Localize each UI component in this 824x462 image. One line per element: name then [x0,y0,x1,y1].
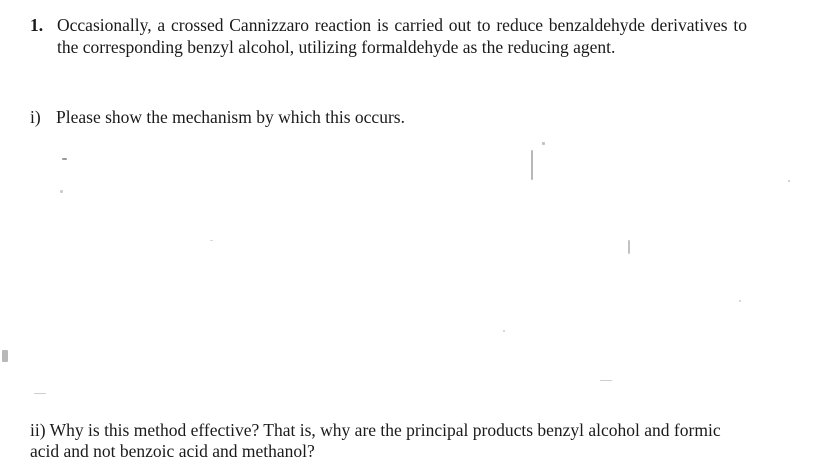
part-ii-prompt [30,420,750,462]
scan-speck [739,300,741,302]
scan-speck [531,150,533,180]
scan-speck [34,393,46,394]
part-ii-label: ii) [30,420,46,440]
part-i-prompt [30,106,405,128]
scan-speck [210,240,213,241]
scan-speck [503,330,505,332]
question-number: 1. [30,15,44,35]
part-i-label: i) [30,107,41,127]
scan-speck [542,142,545,145]
scan-speck [628,240,630,254]
scan-speck [60,190,63,193]
part-ii-text: Why is this method effective? That is, why are the principal products benzyl alcohol and formic acid and not benzoic acid and methanol? [30,420,721,461]
scan-speck [2,350,8,362]
part-i-text: Please show the mechanism by which this occurs. [56,107,405,127]
scan-speck [788,180,790,182]
question-text: Occasionally, a crossed Cannizzaro reaction is carried out to reduce benzaldehyde derivatives to the corresponding benzyl alcohol, utilizing formaldehyde as the reducing agent. [57,15,747,57]
scan-speck [600,380,612,381]
scan-speck [62,158,67,160]
